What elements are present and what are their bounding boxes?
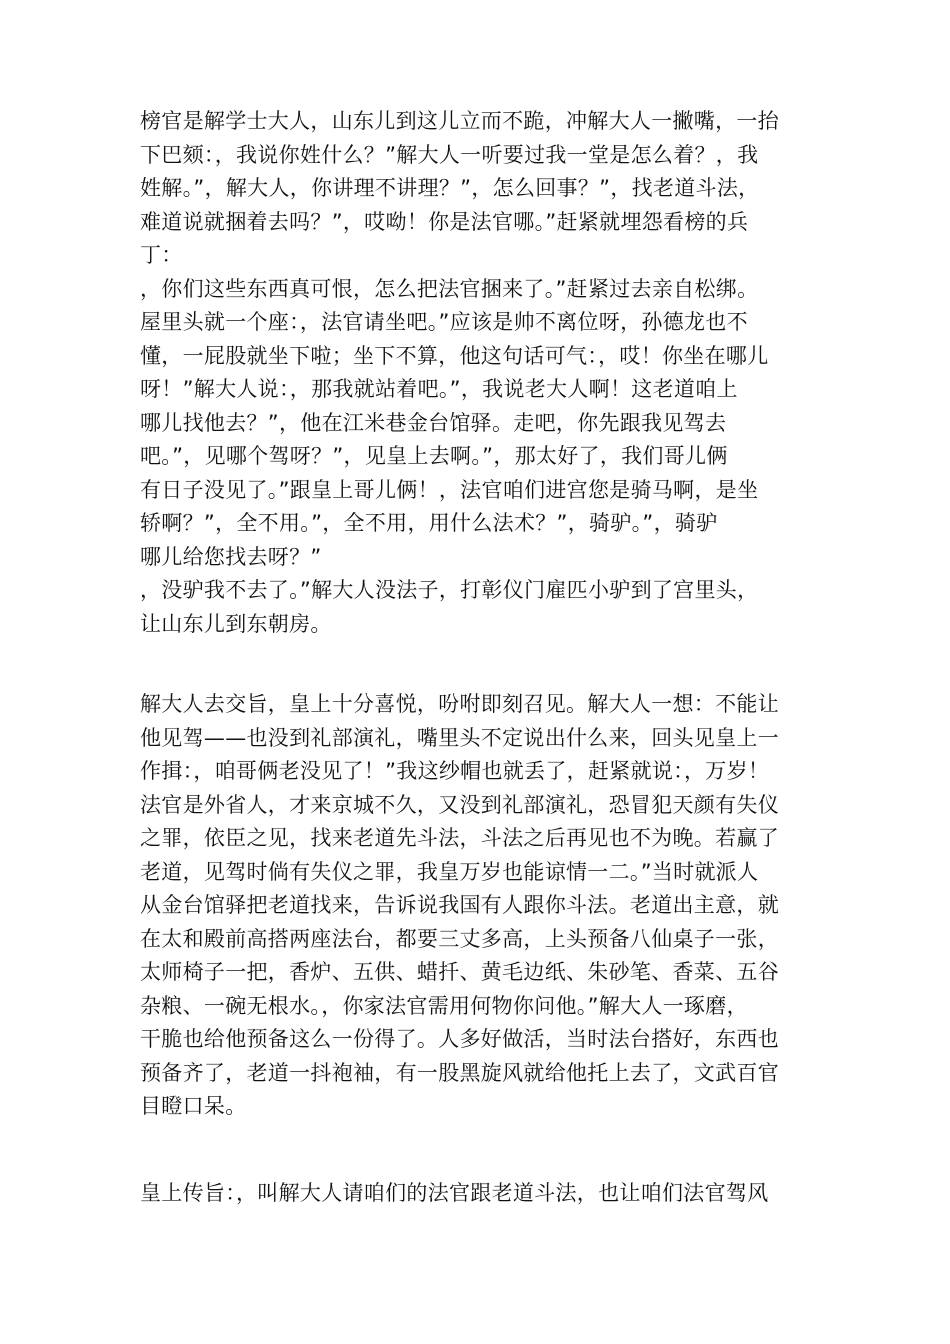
text-line: 从金台馆驿把老道找来，告诉说我国有人跟你斗法。老道出主意，就 [140,893,779,917]
text-line: 让山东儿到东朝房。 [140,611,332,636]
text-line: 懂，一屁股就坐下啦；坐下不算，他这句话可气：，哎！你坐在哪儿 [140,343,769,368]
text-line: 姓解。”，解大人，你讲理不讲理？”，怎么回事？”，找老道斗法， [140,176,760,200]
text-line: 下巴颏：，我说你姓什么？”解大人一听要过我一堂是怎么着？，我 [140,142,759,167]
text-line: 难道说就捆着去吗？”，哎呦！你是法官哪。”赶紧就埋怨看榜的兵 [140,209,749,234]
text-line: 丁： [140,243,183,267]
text-line: 轿啊？”，全不用。”，全不用，用什么法术？”，骑驴。”，骑驴 [140,511,718,535]
text-line: 法官是外省人，才来京城不久，又没到礼部演礼，恐冒犯天颜有失仪 [140,792,779,817]
text-line: 在太和殿前高搭两座法台，都要三丈多高，上头预备八仙桌子一张， [140,926,779,951]
text-line: 预备齐了，老道一抖袍袖，有一股黑旋风就给他托上去了，文武百官 [140,1060,779,1085]
text-line: 太师椅子一把，香炉、五供、蜡扦、黄毛边纸、朱砂笔、香菜、五谷 [140,960,779,984]
text-line: 目瞪口呆。 [140,1094,247,1118]
text-line: 皇上传旨：，叫解大人请咱们的法官跟老道斗法，也让咱们法官驾风 [140,1181,769,1205]
text-line: 吧。”，见哪个驾呀？”，见皇上去啊。”，那太好了，我们哥儿俩 [140,444,728,468]
text-line: 哪儿给您找去呀？” [140,544,322,569]
text-line: 老道，见驾时倘有失仪之罪，我皇万岁也能谅情一二。”当时就派人 [140,859,759,884]
paragraph-1 [140,105,820,641]
text-line: 他见驾——也没到礼部演礼，嘴里头不定说出什么来，回头见皇上一 [140,725,779,750]
text-line: 有日子没见了。”跟皇上哥儿俩！，法官咱们进宫您是骑马啊，是坐 [140,477,759,502]
text-line: 榜官是解学士大人，山东儿到这儿立而不跪，冲解大人一撇嘴，一抬 [140,109,779,133]
paragraph-3 [140,1177,820,1211]
text-line: 作揖：，咱哥俩老没见了！”我这纱帽也就丢了，赶紧就说：，万岁！ [140,759,770,783]
text-line: 杂粮、一碗无根水。，你家法官需用何物你问他。”解大人一琢磨， [140,993,748,1018]
text-line: 哪儿找他去？”，他在江米巷金台馆驿。走吧，你先跟我见驾去 [140,410,727,435]
text-line: ，没驴我不去了。”解大人没法子，打彰仪门雇匹小驴到了宫里头， [140,578,759,602]
text-line: 解大人去交旨，皇上十分喜悦，吩咐即刻召见。解大人一想：不能让 [140,692,779,716]
text-line: 干脆也给他预备这么一份得了。人多好做活，当时法台搭好，东西也 [140,1027,779,1051]
text-line: 呀！”解大人说：，那我就站着吧。”，我说老大人啊！这老道咱上 [140,377,738,401]
text-line: 之罪，依臣之见，找来老道先斗法，斗法之后再见也不为晚。若赢了 [140,826,779,850]
text-line: ，你们这些东西真可恨，怎么把法官捆来了。”赶紧过去亲自松绑。 [140,276,759,301]
paragraph-2 [140,688,820,1124]
text-line: 屋里头就一个座：，法官请坐吧。”应该是帅不离位呀，孙德龙也不 [140,310,748,334]
